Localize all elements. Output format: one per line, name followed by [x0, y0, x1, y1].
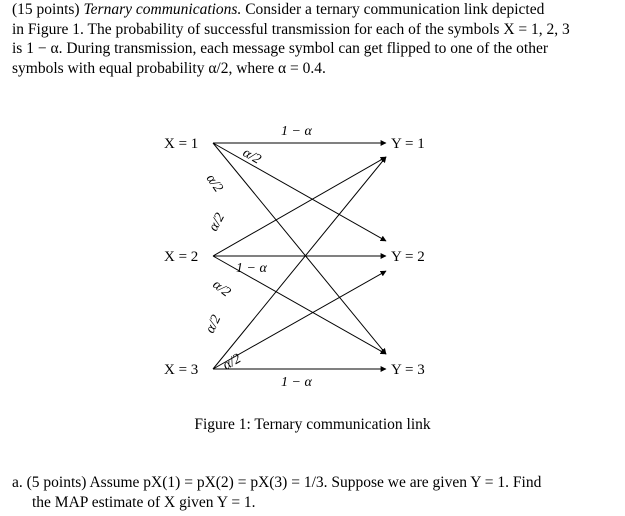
problem-points: (15 points) — [12, 1, 80, 18]
output-label-y1: Y = 1 — [391, 136, 425, 152]
problem-topic: Ternary communications. — [83, 1, 242, 18]
edge-label-x1-y2: α/2 — [240, 145, 264, 168]
edge-label-x3-y1: α/2 — [203, 312, 225, 336]
edge-label-x2-y3: α/2 — [209, 277, 234, 301]
problem-line-2: in Figure 1. The probability of successful transmission for each of the symbols X = 1, 2, 3 — [12, 20, 570, 38]
output-label-y2: Y = 2 — [391, 249, 425, 265]
part-a-question — [12, 473, 612, 512]
edge-label-x3-y2: α/2 — [220, 351, 244, 374]
edge-label-x3-y3: 1 − α — [281, 375, 312, 390]
edge-label-x1-y1: 1 − α — [281, 124, 312, 139]
edge-label-x2-y1: α/2 — [206, 210, 229, 234]
part-a-line-1: a. (5 points) Assume pX(1) = pX(2) = pX(3) = 1/3. Suppose we are given Y = 1. Find — [12, 474, 542, 491]
edge-x1-y3 — [213, 143, 386, 354]
edge-x2-y1 — [213, 157, 386, 256]
figure-caption: Figure 1: Ternary communication link — [194, 416, 431, 433]
edge-x3-y2 — [213, 271, 386, 369]
output-label-y3: Y = 3 — [391, 362, 425, 378]
problem-line-3: is 1 − α. During transmission, each message symbol can get flipped to one of the other — [12, 40, 548, 57]
input-label-x3: X = 3 — [164, 362, 199, 378]
input-label-x2: X = 2 — [164, 249, 199, 265]
part-a-line-2: the MAP estimate of X given Y = 1. — [32, 493, 256, 511]
edge-label-x2-y2: 1 − α — [236, 261, 267, 276]
problem-line-1-rest: Consider a ternary communication link depicted — [245, 1, 545, 18]
input-label-x1: X = 1 — [164, 136, 199, 152]
problem-line-4: symbols with equal probability α/2, where α = 0.4. — [12, 59, 326, 77]
edge-x1-y2 — [213, 143, 386, 241]
edge-label-x1-y3: α/2 — [202, 171, 226, 196]
